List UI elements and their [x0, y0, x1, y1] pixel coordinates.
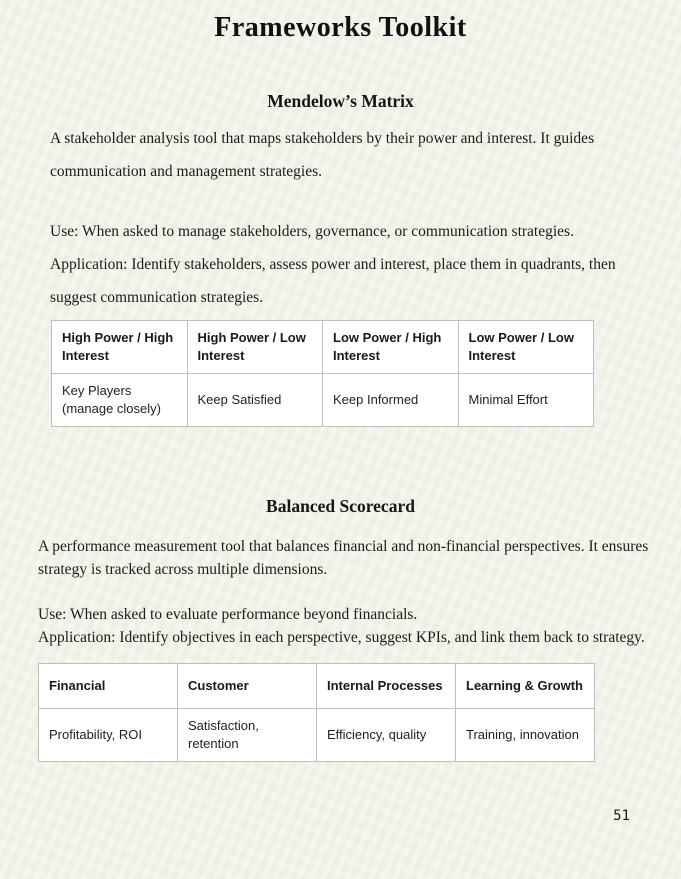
- page-title: Frameworks Toolkit: [214, 12, 467, 43]
- section-mendelows-matrix: [0, 91, 681, 427]
- table-header-cell: Financial: [39, 664, 178, 709]
- table-row: [39, 709, 595, 762]
- table-header-cell: Low Power / Low Interest: [458, 321, 594, 374]
- table-cell: Minimal Effort: [458, 374, 594, 427]
- table-header-cell: Internal Processes: [317, 664, 456, 709]
- table-header-cell: High Power / High Interest: [52, 321, 188, 374]
- table-cell: Profitability, ROI: [39, 709, 178, 762]
- section-description: A performance measurement tool that balances financial and non-financial perspectives. It ensures strategy is tracked across multiple dimensions.: [38, 538, 649, 578]
- table-header-cell: Customer: [178, 664, 317, 709]
- table-header-row: [39, 664, 595, 709]
- table-cell: Satisfaction, retention: [178, 709, 317, 762]
- section-usage: [38, 603, 656, 649]
- page-number: 51: [613, 808, 630, 824]
- application-line: Application: Identify objectives in each perspective, suggest KPIs, and link them back to strategy.: [38, 629, 645, 646]
- application-line: Application: Identify stakeholders, assess power and interest, place them in quadrants, then suggest communication strategies.: [50, 256, 616, 306]
- table-cell: Keep Informed: [323, 374, 459, 427]
- table-header-cell: Low Power / High Interest: [323, 321, 459, 374]
- mendelows-matrix-table: [51, 320, 594, 427]
- section-balanced-scorecard: [0, 496, 681, 762]
- table-header-cell: Learning & Growth: [456, 664, 595, 709]
- section-heading-balanced-scorecard: Balanced Scorecard: [266, 496, 415, 516]
- use-line: Use: When asked to evaluate performance beyond financials.: [38, 606, 418, 623]
- section-usage: [50, 215, 660, 314]
- table-header-cell: High Power / Low Interest: [187, 321, 323, 374]
- table-row: [52, 374, 594, 427]
- section-heading-mendelows-matrix: Mendelow’s Matrix: [267, 91, 414, 111]
- table-cell: Key Players (manage closely): [52, 374, 188, 427]
- table-cell: Training, innovation: [456, 709, 595, 762]
- table-cell: Efficiency, quality: [317, 709, 456, 762]
- use-line: Use: When asked to manage stakeholders, governance, or communication strategies.: [50, 223, 574, 240]
- balanced-scorecard-table: [38, 663, 595, 762]
- table-header-row: [52, 321, 594, 374]
- table-cell: Keep Satisfied: [187, 374, 323, 427]
- section-description: A stakeholder analysis tool that maps stakeholders by their power and interest. It guides communication and management strategies.: [50, 130, 595, 180]
